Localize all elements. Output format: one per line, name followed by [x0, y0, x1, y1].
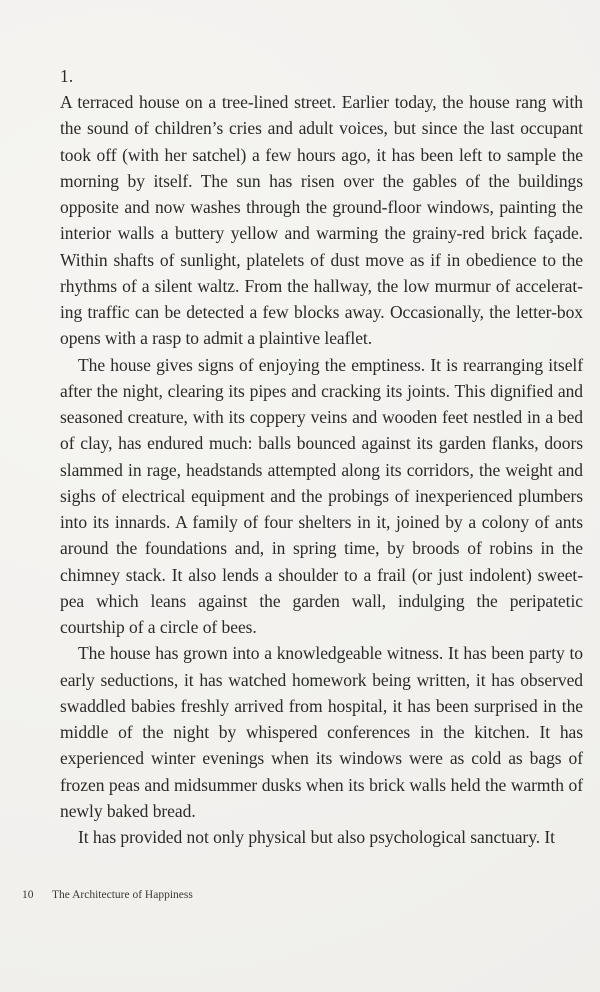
running-footer [22, 889, 193, 901]
paragraph-2: The house gives signs of enjoying the emptiness. It is rearranging itself after the night, clearing its pipes and cracking its joints. This dignified and seasoned creature, with its coppery veins and wooden feet nestled in a bed of clay, has endured much: balls bounced against its garden flanks, doors slammed in rage, headstands attempted along its corridors, the weight and sighs of electrical equipment and the probings of inexperienced plumbers into its innards. A family of four shelters in it, joined by a colony of ants around the foundations and, in spring time, by broods of robins in the chimney stack. It also lends a shoulder to a frail (or just indolent) sweet-pea which leans against the garden wall, indulging the peripatetic courtship of a circle of bees. [60, 354, 583, 637]
paragraph-3: The house has grown into a knowledgeable witness. It has been party to early seductions, it has watched homework being written, it has observed swaddled babies freshly arrived from hospital, it has been surprised in the middle of the night by whispered conferences in the kitchen. It has experienced winter evenings when its windows were as cold as bags of frozen peas and midsummer dusks when its brick walls held the warmth of newly baked bread. [60, 643, 583, 821]
section-number: 1. [60, 66, 74, 86]
paragraph-4: It has provided not only physical but also psychological sanctuary. It [78, 827, 555, 847]
book-title: The Architecture of Happiness [52, 889, 193, 901]
page-number: 10 [22, 889, 34, 901]
body-text [60, 89, 583, 850]
paragraph-1: A terraced house on a tree-lined street. Earlier today, the house rang with the sound of children’s cries and adult voices, but since the last occupant took off (with her satchel) a few hours ago, it has been left to sample the morning by itself. The sun has risen over the gables of the buildings opposite and now washes through the ground-floor windows, painting the interior walls a buttery yellow and warming the grainy-red brick façade. Within shafts of sunlight, platelets of dust move as if in obedience to the rhythms of a silent waltz. From the hallway, the low murmur of accelerating traffic can be detected a few blocks away. Occasionally, the letter-box opens with a rasp to admit a plaintive leaflet. [60, 92, 583, 349]
